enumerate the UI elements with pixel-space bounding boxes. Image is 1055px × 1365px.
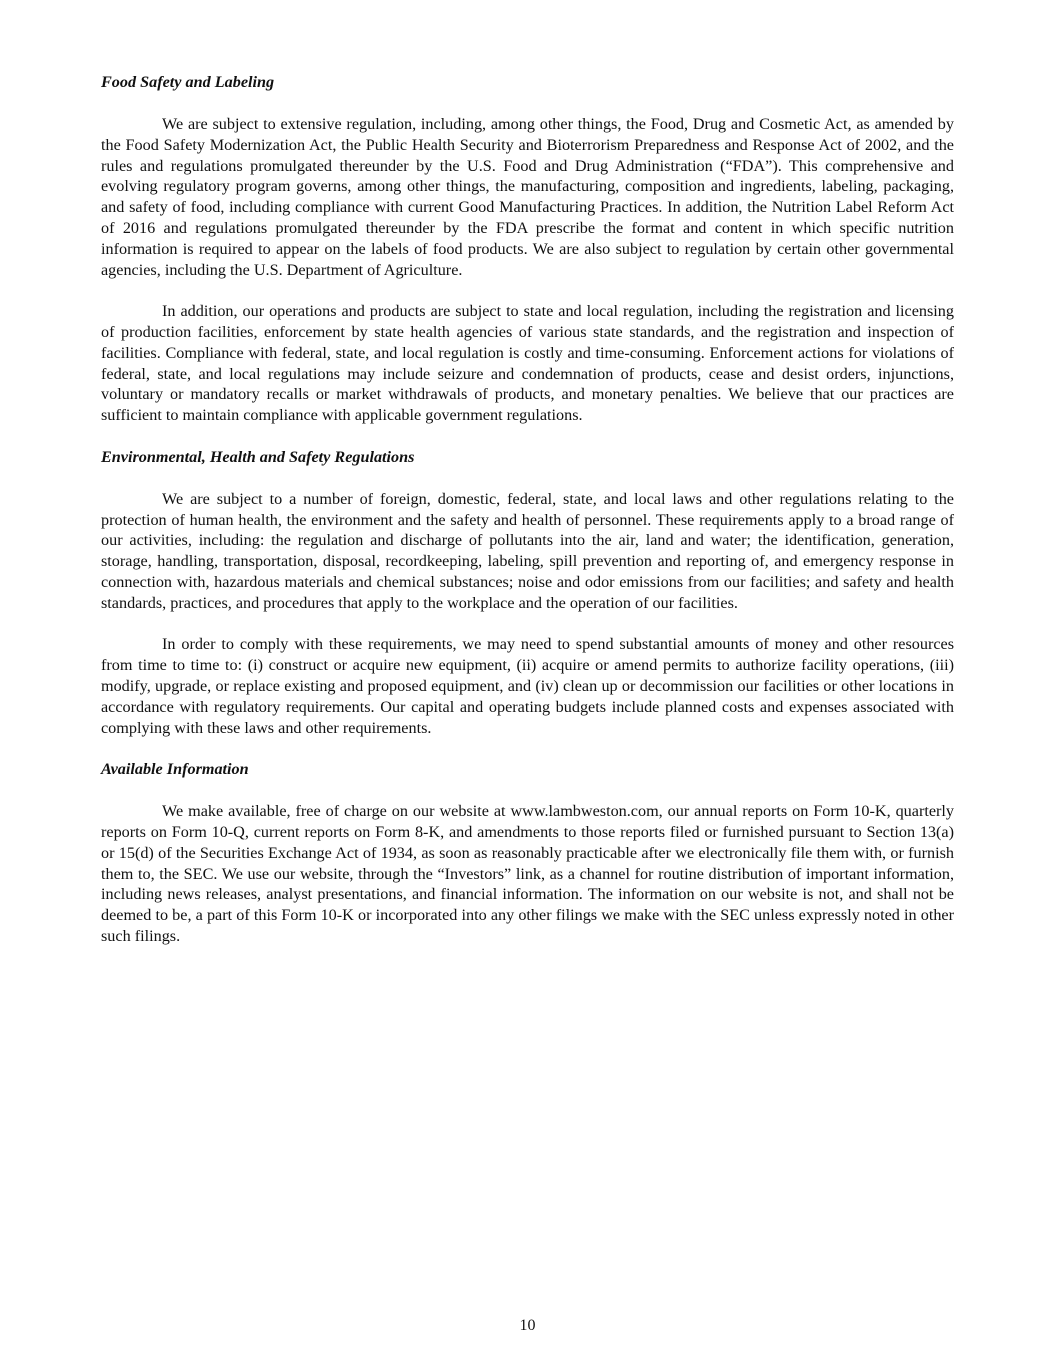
section-environmental-health-safety [101,447,954,739]
section-heading: Environmental, Health and Safety Regulations [101,447,415,466]
paragraph: In order to comply with these requirements, we may need to spend substantial amounts of money and other resources from time to time to: (i) construct or acquire new equipment, (ii) acquire or amend permits to authorize facility operations, (iii) modify, upgrade, or replace existing and proposed equipment, and (iv) clean up or decommission our facilities or other locations in accordance with regulatory requirements. Our capital and operating budgets include planned costs and expenses associated with complying with these laws and other requirements. [101,635,954,737]
section-food-safety [101,72,954,426]
section-available-information [101,759,954,947]
paragraph: We make available, free of charge on our website at www.lambweston.com, our annual reports on Form 10-K, quarterly reports on Form 10-Q, current reports on Form 8-K, and amendments to those reports filed or furnished pursuant to Section 13(a) or 15(d) of the Securities Exchange Act of 1934, as soon as reasonably practicable after we electronically file them with, or furnish them to, the SEC. We use our website, through the “Investors” link, as a channel for routine distribution of important information, including news releases, analyst presentations, and financial information. The information on our website is not, and shall not be deemed to be, a part of this Form 10-K or incorporated into any other filings we make with the SEC unless expressly noted in other such filings. [101,802,954,945]
paragraph: In addition, our operations and products are subject to state and local regulation, including the registration and licensing of production facilities, enforcement by state health agencies of various state standards, and the registration and inspection of facilities. Compliance with federal, state, and local regulation is costly and time-consuming. Enforcement actions for violations of federal, state, and local regulations may include seizure and condemnation of products, cease and desist orders, injunctions, voluntary or mandatory recalls or market withdrawals of products, and monetary penalties. We believe that our practices are sufficient to maintain compliance with applicable government regulations. [101,302,954,425]
section-heading: Available Information [101,760,249,779]
page-number: 10 [519,1317,536,1334]
document-page [101,72,954,967]
paragraph: We are subject to a number of foreign, domestic, federal, state, and local laws and other regulations relating to the protection of human health, the environment and the safety and health of personnel. These requirements apply to a broad range of our activities, including: the regulation and discharge of pollutants into the air, land and water; the identification, generation, storage, handling, transportation, disposal, recordkeeping, labeling, spill prevention and reporting of, and emergency response in connection with, hazardous materials and chemical substances; noise and odor emissions from our facilities; and safety and health standards, practices, and procedures that apply to the workplace and the operation of our facilities. [101,489,954,612]
section-heading: Food Safety and Labeling [101,73,275,91]
paragraph: We are subject to extensive regulation, including, among other things, the Food, Drug and Cosmetic Act, as amended by the Food Safety Modernization Act, the Public Health Security and Bioterrorism Preparedness and Response Act of 2002, and the rules and regulations promulgated thereunder by the U.S. Food and Drug Administration (“FDA”). This comprehensive and evolving regulatory program governs, among other things, the manufacturing, composition and ingredients, labeling, packaging, and safety of food, including compliance with current Good Manufacturing Practices. In addition, the Nutrition Label Reform Act of 2016 and regulations promulgated thereunder by the FDA prescribe the format and content in which specific nutrition information is required to appear on the labels of food products. We are also subject to regulation by certain other governmental agencies, including the U.S. Department of Agriculture. [101,115,954,279]
